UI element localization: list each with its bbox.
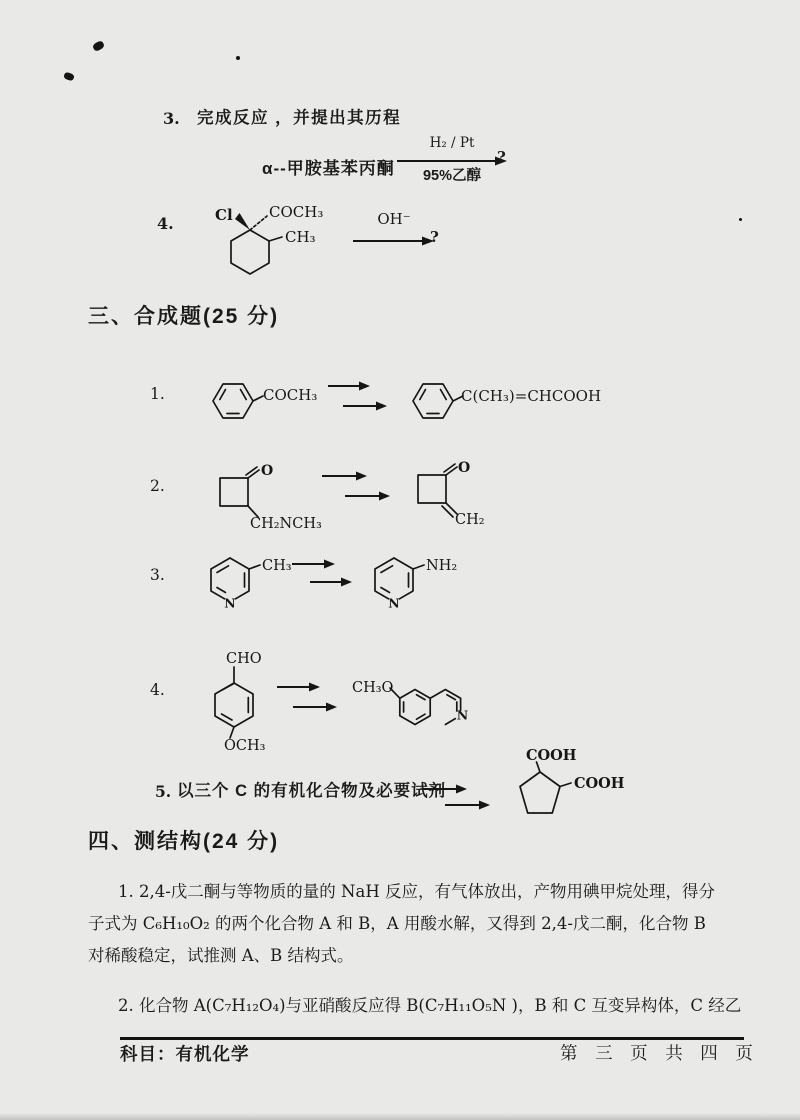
wedge-bond [235, 213, 250, 230]
methylpyridine-structure [198, 550, 293, 614]
syn-2-number: 2. [150, 477, 165, 495]
condition-above-label: OH⁻ [377, 210, 411, 228]
carbonyl-o-label: O [458, 460, 471, 476]
reactant-name-label: α--甲胺基苯丙酮 [262, 159, 395, 178]
section-4-title: 四、测结构(24 分) [88, 830, 280, 853]
chloro-cyclohexane-structure [205, 197, 345, 289]
syn-5-text: 以三个 C 的有机化合物及必要试剂 [177, 782, 447, 800]
cl-label: Cl [215, 206, 233, 224]
footer-subject: 科目：有机化学 [120, 1044, 250, 1064]
condition-above-label: H₂ / Pt [429, 135, 475, 151]
ink-speck [92, 40, 106, 52]
amine-label: CH₂NCH₃ [250, 516, 322, 532]
syn-5-number: 5. [155, 782, 172, 801]
ring-n-label: N [388, 595, 400, 611]
methoxyisoquinoline-structure [350, 666, 480, 731]
och3-label: OCH₃ [224, 738, 266, 754]
syn-4-number: 4. [150, 681, 165, 699]
structure-q1-line3: 对稀酸稳定，试推测 A、B 结构式。 [88, 946, 354, 965]
question-mark: ? [430, 228, 439, 246]
aminopyridine-structure [362, 550, 462, 614]
footer-page-number: 第 三 页 共 四 页 [560, 1044, 759, 1064]
coch3-label: COCH₃ [269, 203, 324, 221]
footer-divider [120, 1037, 744, 1040]
question-4-number: 4. [157, 214, 174, 233]
reaction-arrow [396, 154, 510, 168]
ch3-label: CH₃ [262, 558, 292, 574]
scan-edge-shadow [0, 1113, 800, 1120]
carbonyl-o-label: O [261, 463, 274, 479]
multistep-arrows [322, 469, 392, 505]
question-3-title: 完成反应 ，并提出其历程 [197, 109, 402, 127]
ring-n-label: N [456, 707, 469, 723]
question-3-number: 3. [163, 109, 180, 128]
cho-label: CHO [226, 651, 262, 667]
benzene-ring [405, 373, 465, 429]
ch3-label: CH₃ [285, 228, 316, 246]
question-mark: ? [497, 148, 506, 166]
methylene-cyclobutanone-structure [406, 455, 501, 533]
multistep-arrows [420, 782, 494, 814]
structure-q1-line1: 1. 2,4-戊二酮与等物质的量的 NaH 反应，有气体放出，产物用碘甲烷处理，得分 [118, 882, 715, 901]
condition-below-label: 95%乙醇 [422, 168, 482, 184]
multistep-arrows [290, 557, 354, 589]
ink-speck [63, 72, 75, 82]
multistep-arrows [327, 379, 393, 415]
cooh-top-label: COOH [526, 747, 577, 764]
ch3o-label: CH₃O [352, 680, 394, 696]
ring-n-label: N [224, 595, 236, 611]
ink-speck [739, 218, 742, 221]
nh2-label: NH₂ [426, 558, 458, 574]
reaction-arrow [352, 234, 438, 248]
cyclopentane-dicarboxylic-structure [498, 746, 623, 821]
cyclobutanone-amine-structure [208, 464, 328, 536]
multistep-arrows [277, 680, 351, 716]
syn-1-number: 1. [150, 385, 165, 403]
structure-q2-line1: 2. 化合物 A(C₇H₁₂O₄)与亚硝酸反应得 B(C₇H₁₁O₅N )，B 和 C 互变异构体，C 经乙 [118, 996, 742, 1015]
acetophenone-label: COCH₃ [263, 386, 318, 404]
methylene-label: CH₂ [455, 512, 485, 528]
product-formula-label: C(CH₃)=CHCOOH [461, 387, 602, 405]
cooh-right-label: COOH [574, 775, 625, 792]
benzene-ring [205, 373, 265, 429]
structure-q1-line2: 子式为 C₆H₁₀O₂ 的两个化合物 A 和 B，A 用酸水解，又得到 2,4-戊二酮，化合物 B [88, 914, 706, 933]
ink-speck [236, 56, 240, 60]
section-3-title: 三、合成题(25 分) [88, 305, 280, 328]
syn-3-number: 3. [150, 566, 165, 584]
